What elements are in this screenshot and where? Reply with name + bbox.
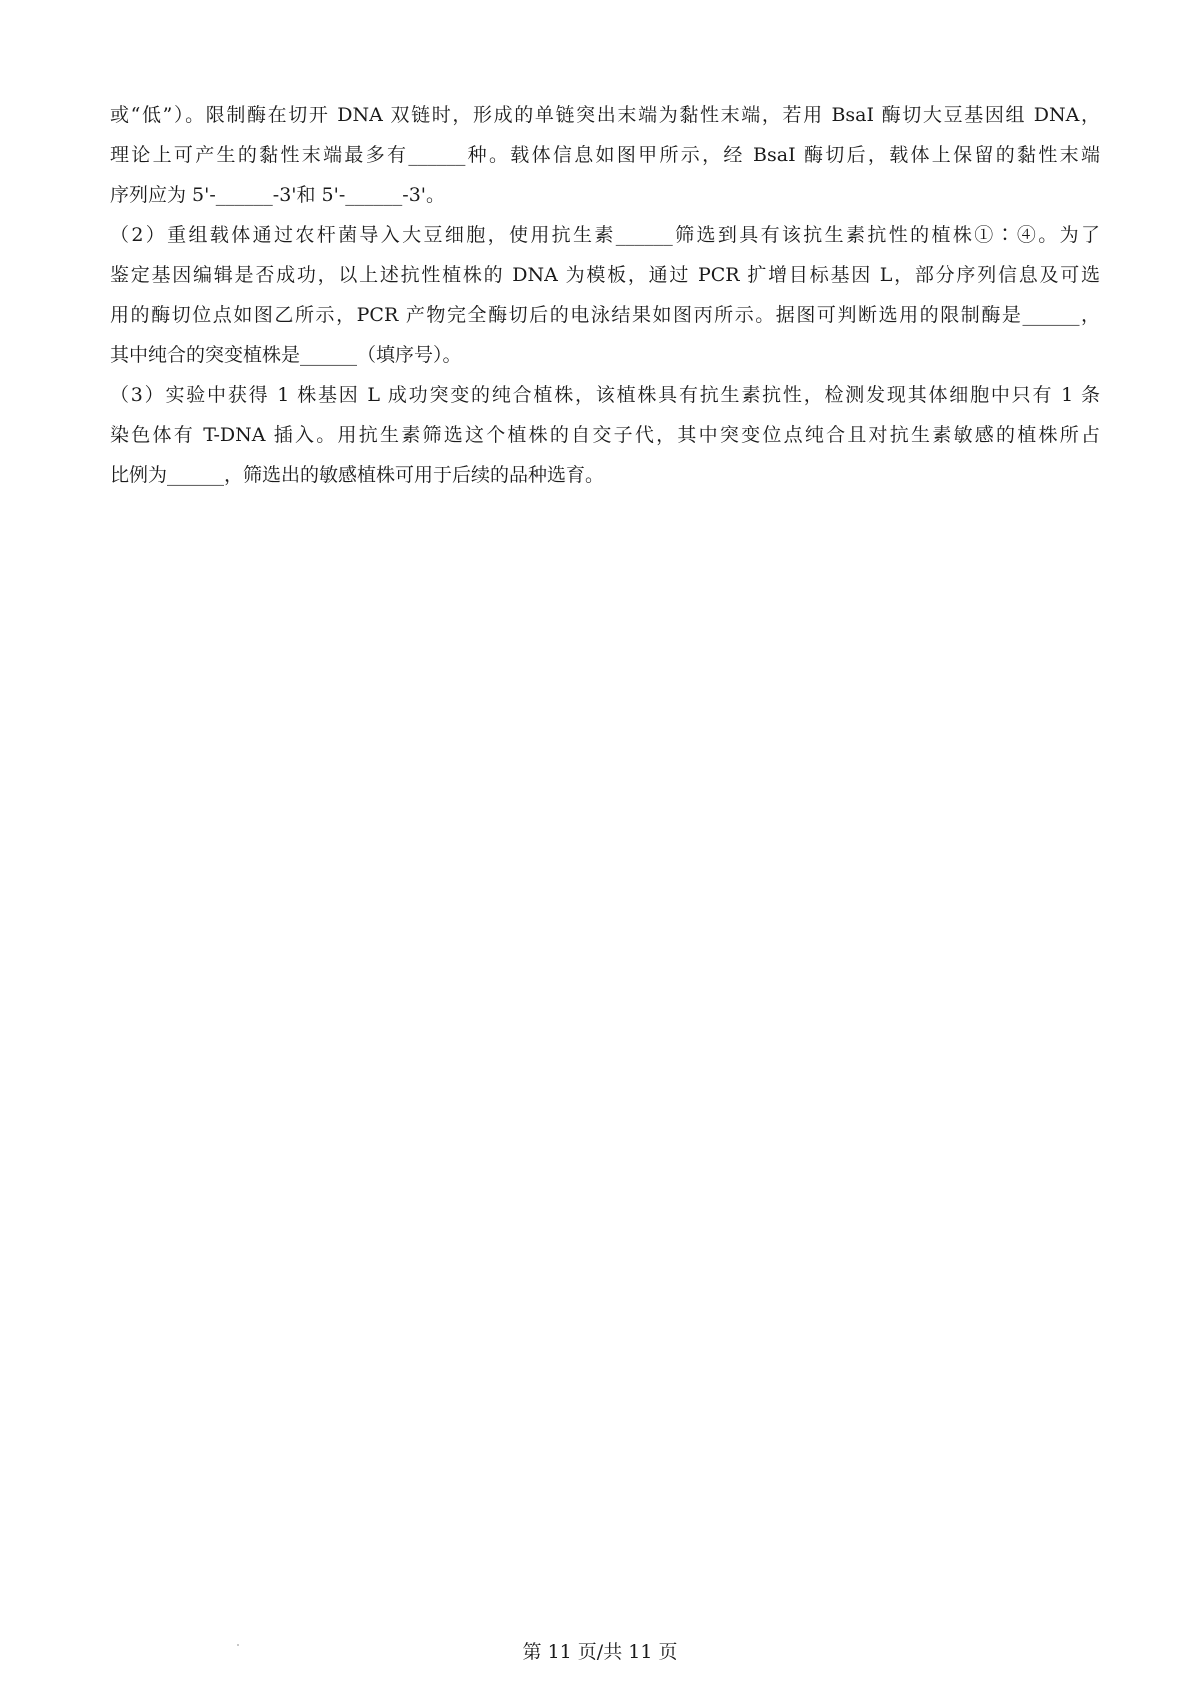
text-line: 其中纯合的突变植株是______（填序号）。 bbox=[110, 344, 462, 366]
paragraph-question-3 bbox=[110, 375, 1100, 495]
text-line: 用的酶切位点如图乙所示，PCR 产物完全酶切后的电泳结果如图丙所示。据图可判断选用的限制酶是______， bbox=[110, 304, 1100, 326]
text-line: （2）重组载体通过农杆菌导入大豆细胞，使用抗生素______筛选到具有该抗生素抗性的植株①∶④。为了 bbox=[110, 224, 1100, 246]
text-line: 序列应为 5'-______-3'和 5'-______-3'。 bbox=[110, 184, 446, 206]
question-body bbox=[110, 95, 1100, 495]
text-line: 理论上可产生的黏性末端最多有______种。载体信息如图甲所示，经 BsaI 酶切后，载体上保留的黏性末端 bbox=[110, 144, 1100, 166]
text-line: 或“低”）。限制酶在切开 DNA 双链时，形成的单链突出末端为黏性末端，若用 BsaI 酶切大豆基因组 DNA， bbox=[110, 104, 1100, 126]
text-line: （3）实验中获得 1 株基因 L 成功突变的纯合植株，该植株具有抗生素抗性，检测发现其体细胞中只有 1 条 bbox=[110, 384, 1100, 406]
page-footer bbox=[0, 1640, 1200, 1664]
paragraph-1-continuation bbox=[110, 95, 1100, 215]
text-line: 鉴定基因编辑是否成功，以上述抗性植株的 DNA 为模板，通过 PCR 扩增目标基因 L，部分序列信息及可选 bbox=[110, 264, 1100, 286]
text-line: 比例为______，筛选出的敏感植株可用于后续的品种选育。 bbox=[110, 464, 605, 486]
text-line: 染色体有 T-DNA 插入。用抗生素筛选这个植株的自交子代，其中突变位点纯合且对抗生素敏感的植株所占 bbox=[110, 424, 1100, 446]
page-number: 第 11 页/共 11 页 bbox=[522, 1641, 678, 1663]
paragraph-question-2 bbox=[110, 215, 1100, 375]
